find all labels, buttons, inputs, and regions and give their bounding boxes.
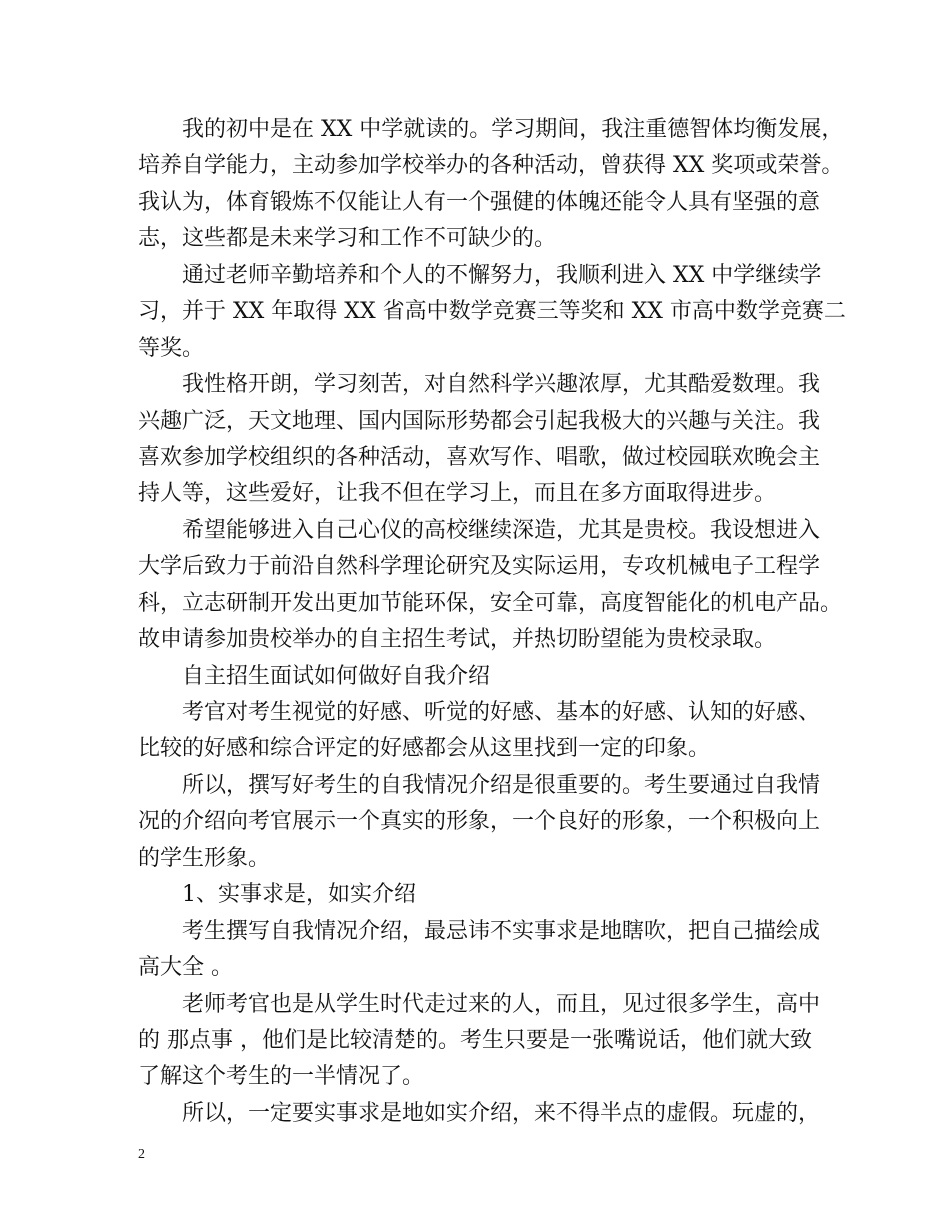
text-line: 自主招生面试如何做好自我介绍 [182,663,491,689]
text-line: 兴趣广泛，天文地理、国内国际形势都会引起我极大的兴趣与关注。我 [138,408,821,434]
text-line: 所以，一定要实事求是地如实介绍，来不得半点的虚假。玩虚的， [182,1100,821,1126]
text-line: 考生撰写自我情况介绍，最忌讳不实事求是地瞎吹，把自己描绘成 [182,918,821,944]
text-line: 志，这些都是未来学习和工作不可缺少的。 [138,226,557,252]
text-line: 高大全 。 [138,955,233,981]
text-line: 所以，撰写好考生的自我情况介绍是很重要的。考生要通过自我情 [182,772,821,798]
text-line: 科，立志研制开发出更加节能环保，安全可靠，高度智能化的机电产品。 [138,590,843,616]
text-line: 况的介绍向考官展示一个真实的形象，一个良好的形象，一个积极向上 [138,809,821,835]
text-line: 了解这个考生的一半情况了。 [138,1064,425,1090]
text-line: 习，并于 XX 年取得 XX 省高中数学竞赛三等奖和 XX 市高中数学竞赛二 [138,299,846,325]
text-line: 的学生形象。 [138,845,271,871]
text-line: 希望能够进入自己心仪的高校继续深造，尤其是贵校。我设想进入 [182,517,821,543]
text-line: 我的初中是在 XX 中学就读的。学习期间，我注重德智体均衡发展， [182,117,844,142]
document-body [138,112,846,1132]
text-line: 通过老师辛勤培养和个人的不懈努力，我顺利进入 XX 中学继续学 [182,262,822,288]
text-line: 考官对考生视觉的好感、听觉的好感、基本的好感、认知的好感、 [182,700,821,725]
text-line: 1、实事求是，如实介绍 [182,882,416,908]
text-line: 等奖。 [138,335,205,361]
text-line: 持人等，这些爱好，让我不但在学习上，而且在多方面取得进步。 [138,481,777,507]
text-line: 故申请参加贵校举办的自主招生考试，并热切盼望能为贵校录取。 [138,627,777,653]
text-line: 我认为，体育锻炼不仅能让人有一个强健的体魄还能令人具有坚强的意 [138,189,821,215]
text-line: 比较的好感和综合评定的好感都会从这里找到一定的印象。 [138,736,711,762]
text-line: 的 那点事 ，他们是比较清楚的。考生只要是一张嘴说话，他们就大致 [138,1027,812,1053]
text-line: 喜欢参加学校组织的各种活动，喜欢写作、唱歌，做过校园联欢晚会主 [138,444,821,470]
page-number: 2 [138,1147,145,1162]
text-line: 我性格开朗，学习刻苦，对自然科学兴趣浓厚，尤其酷爱数理。我 [182,372,821,398]
text-line: 老师考官也是从学生时代走过来的人，而且，见过很多学生，高中 [182,991,821,1017]
text-line: 培养自学能力，主动参加学校举办的各种活动，曾获得 XX 奖项或荣誉。 [138,153,844,179]
text-line: 大学后致力于前沿自然科学理论研究及实际运用，专攻机械电子工程学 [138,554,821,580]
